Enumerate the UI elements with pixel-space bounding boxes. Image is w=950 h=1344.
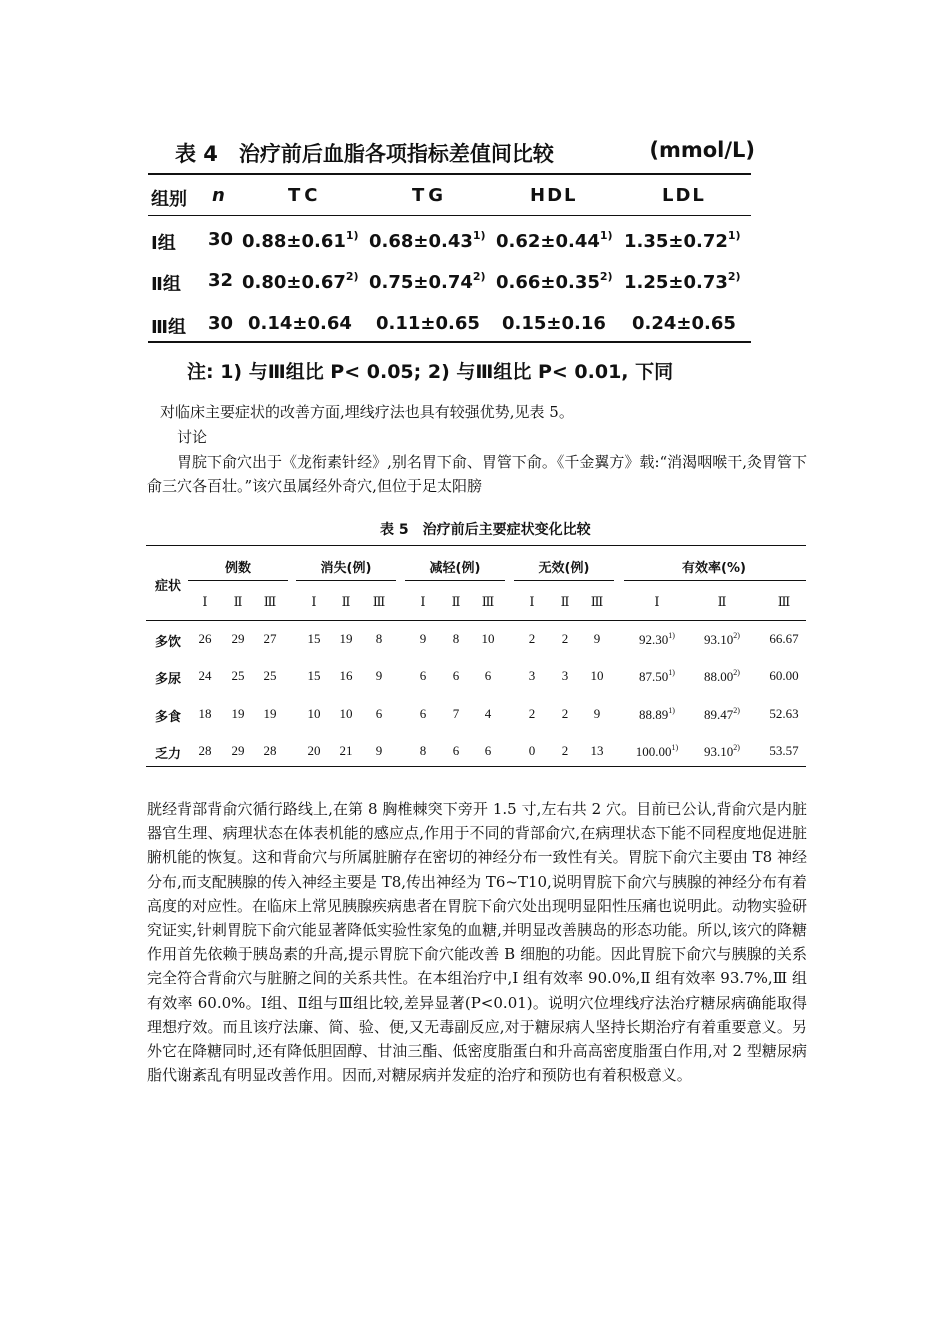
table5-cell: 20	[307, 743, 321, 758]
table4-title-text: 表 4 治疗前后血脂各项指标差值间比较	[175, 142, 554, 166]
table5-cell: 6	[375, 706, 383, 721]
table5-header-symptom: 症状	[155, 579, 182, 594]
table4-row1-tc-value: 0.88±0.61	[242, 231, 346, 252]
table5-cell: 2	[561, 631, 569, 646]
table5-cell: 10	[481, 631, 495, 646]
table5-rate-sup: 1)	[668, 668, 675, 677]
table5-rate-cell	[690, 631, 754, 648]
table5-row-symptom: 多食	[155, 710, 182, 725]
table5-cell: 6	[452, 743, 460, 758]
table5-cell: 8	[452, 631, 460, 646]
table4-row1-tg-value: 0.68±0.43	[369, 231, 473, 252]
table4-row1-tg-sup: 1)	[472, 229, 486, 242]
table5-cell: 27	[263, 631, 277, 646]
table5-header-relieved: 减轻(例)	[429, 561, 481, 576]
table5-rate-sup: 2)	[733, 706, 740, 715]
table5-subheader-col: Ⅱ	[233, 594, 243, 609]
table5-rate-cell	[625, 706, 689, 723]
table5-subheader-rate: Ⅲ	[777, 594, 791, 609]
table4-row2-tg-value: 0.75±0.74	[369, 272, 473, 293]
table5-rate-value: 93.10	[704, 744, 734, 759]
table5-rate-value: 87.50	[639, 669, 669, 684]
paragraph-discussion-main: 胱经背部背俞穴循行路线上,在第 8 胸椎棘突下旁开 1.5 寸,左右共 2 穴。目前已公认,背俞穴是内脏器官生理、病理状态在体表机能的感应点,作用于不同的背部俞穴,在病理状态下能不同程度地促进脏腑机能的恢复。这和背俞穴与所属脏腑存在密切的神经分布一致性有关。胃脘下俞穴主要由 T8 神经分布,而支配胰腺的传入神经主要是 T8,传出神经为 T6~T10,说明胃脘下俞穴与胰腺的神经分布有着高度的对应性。在临床上常见胰腺疾病患者在胃脘下俞穴处出现明显阳性压痛也说明此。动物实验研究证实,针刺胃脘下俞穴能显著降低实验性家兔的血糖,并明显改善胰岛的形态功能。所以,该穴的降糖作用首先依赖于胰岛素的升高,提示胃脘下俞穴能改善 B 细胞的功能。因此胃脘下俞穴与胰腺的关系完全符合背俞穴与脏腑之间的关系共性。在本组治疗中,Ⅰ 组有效率 90.0%,Ⅱ 组有效率 93.7%,Ⅲ 组有效率 60.0%。Ⅰ组、Ⅱ组与Ⅲ组比较,差异显著(P<0.01)。说明穴位埋线疗法治疗糖尿病确能取得理想疗效。而且该疗法廉、简、验、便,又无毒副反应,对于糖尿病人坚持长期治疗有着重要意义。另外它在降糖同时,还有降低胆固醇、甘油三酯、低密度脂蛋白和升高高密度脂蛋白作用,对 2 型糖尿病脂代谢紊乱有明显改善作用。因而,对糖尿病并发症的治疗和预防也有着积极意义。	[147, 800, 808, 1085]
table5-cell: 15	[307, 631, 321, 646]
table5-rate-cell	[752, 706, 816, 722]
table5-subheader-col: Ⅰ	[202, 594, 208, 609]
table5-cell: 7	[452, 706, 460, 721]
table5-bottom-rule	[146, 766, 806, 767]
table5-subheader-col: Ⅰ	[311, 594, 317, 609]
table5-cell: 9	[375, 743, 383, 758]
heading-discussion: 讨论	[177, 428, 208, 446]
table5-subheader-col: Ⅱ	[341, 594, 351, 609]
table5-rate-cell	[690, 668, 754, 685]
table5-rate-sup: 1)	[668, 706, 675, 715]
table5-cell: 13	[590, 743, 604, 758]
table4-row1-ldl-sup: 1)	[727, 229, 741, 242]
table4-row3-n: 30	[208, 313, 234, 334]
table4-row2-tg	[369, 270, 486, 293]
table4-row2-hdl-sup: 2)	[599, 270, 613, 283]
table5-span-rule-effective-rate	[624, 580, 806, 581]
table5-rate-value: 100.00	[635, 744, 672, 759]
table5-rate-sup: 2)	[733, 668, 740, 677]
table5-cell: 2	[561, 706, 569, 721]
table5-cell: 6	[419, 706, 427, 721]
table5-rate-value: 60.00	[769, 668, 799, 683]
table5-cell: 10	[590, 668, 604, 683]
table4-header-tc: TC	[288, 185, 322, 206]
table4-row1-hdl-value: 0.62±0.44	[496, 231, 600, 252]
table5-cell: 15	[307, 668, 321, 683]
table4-header-group: 组别	[151, 189, 187, 210]
table5-header-effective-rate: 有效率(%)	[682, 561, 746, 576]
table4-row1-ldl-value: 1.35±0.72	[624, 231, 728, 252]
table5-span-rule-relieved	[405, 580, 505, 581]
table4-row3-tg: 0.11±0.65	[376, 313, 480, 334]
table4-row2-hdl	[496, 270, 613, 293]
table5-cell: 25	[231, 668, 245, 683]
table5-subheader-col: Ⅲ	[263, 594, 277, 609]
table5-cell: 16	[339, 668, 353, 683]
table5-header-cases: 例数	[224, 561, 251, 576]
table5-span-rule-disappeared	[296, 580, 396, 581]
table5-cell: 6	[484, 743, 492, 758]
table5-header-disappeared: 消失(例)	[320, 561, 372, 576]
table5-cell: 8	[419, 743, 427, 758]
table5-title: 表 5 治疗前后主要症状变化比较	[380, 522, 591, 538]
table4-row2-ldl-value: 1.25±0.73	[624, 272, 728, 293]
table5-rate-cell	[752, 743, 816, 759]
table5-rate-value: 88.89	[639, 707, 669, 722]
table5-cell: 9	[593, 706, 601, 721]
table4-row3-tc: 0.14±0.64	[248, 313, 352, 334]
table4-row2-tc	[242, 270, 359, 293]
table5-rate-value: 52.63	[769, 706, 799, 721]
table4-row2-tc-value: 0.80±0.67	[242, 272, 346, 293]
table5-cell: 19	[339, 631, 353, 646]
table5-cell: 6	[484, 668, 492, 683]
table5-rate-cell	[625, 668, 689, 685]
table4-row2-tc-sup: 2)	[345, 270, 359, 283]
table5-cell: 6	[452, 668, 460, 683]
table4-row1-tc	[242, 229, 359, 252]
table5-subheader-col: Ⅲ	[372, 594, 386, 609]
table5-rate-value: 88.00	[704, 669, 734, 684]
table5-cell: 9	[593, 631, 601, 646]
table5-header-rule	[146, 620, 806, 621]
table5-cell: 3	[528, 668, 536, 683]
table5-cell: 4	[484, 706, 492, 721]
table5-cell: 10	[307, 706, 321, 721]
table5-cell: 2	[561, 743, 569, 758]
table5-rate-sup: 2)	[733, 743, 740, 752]
table5-rate-sup: 2)	[733, 631, 740, 640]
paragraph-table5-ref: 对临床主要症状的改善方面,埋线疗法也具有较强优势,见表 5。	[160, 403, 574, 421]
table5-row-symptom: 乏力	[155, 747, 182, 762]
table4-header-n: n	[212, 185, 225, 206]
table5-rate-cell	[625, 631, 689, 648]
table4-row1-hdl-sup: 1)	[599, 229, 613, 242]
table5-rate-cell	[625, 743, 689, 760]
table5-subheader-col: Ⅲ	[481, 594, 495, 609]
table5-cell: 18	[198, 706, 212, 721]
table5-cell: 2	[528, 706, 536, 721]
table5-cell: 2	[528, 631, 536, 646]
table5-span-rule-cases	[188, 580, 288, 581]
table4-row2-ldl	[624, 270, 741, 293]
table5-rate-value: 93.10	[704, 632, 734, 647]
table5-rate-value: 53.57	[769, 743, 799, 758]
table5-subheader-col: Ⅰ	[420, 594, 426, 609]
table4-header-hdl: HDL	[530, 185, 578, 206]
table5-cell: 10	[339, 706, 353, 721]
table4-row1-n: 30	[208, 229, 234, 250]
table5-rate-value: 66.67	[769, 631, 799, 646]
table4-row1-ldl	[624, 229, 741, 252]
table5-cell: 24	[198, 668, 212, 683]
table4-row1-hdl	[496, 229, 613, 252]
table4-row2-ldl-sup: 2)	[727, 270, 741, 283]
table5-cell: 6	[419, 668, 427, 683]
table4-row3-ldl: 0.24±0.65	[632, 313, 736, 334]
table5-cell: 25	[263, 668, 277, 683]
table5-cell: 9	[375, 668, 383, 683]
table5-subheader-rate: Ⅰ	[654, 594, 660, 609]
table5-rate-cell	[690, 743, 754, 760]
table4-header-tg: TG	[412, 185, 448, 206]
table5-cell: 19	[263, 706, 277, 721]
table5-cell: 29	[231, 743, 245, 758]
table5-cell: 29	[231, 631, 245, 646]
table5-rate-cell	[690, 706, 754, 723]
table5-top-rule	[146, 545, 806, 546]
table5-rate-value: 92.30	[639, 632, 669, 647]
paragraph-discussion-intro: 胃脘下俞穴出于《龙衔素针经》,别名胃下俞、胃管下俞。《千金翼方》载:“消渴咽喉干,灸胃管下俞三穴各百壮。”该穴虽属经外奇穴,但位于足太阳膀	[147, 453, 807, 495]
table4-bottom-rule	[148, 341, 751, 343]
table5-rate-value: 89.47	[704, 707, 734, 722]
table4-header-ldl: LDL	[662, 185, 706, 206]
table4-header-rule	[148, 215, 751, 216]
table5-rate-cell	[752, 631, 816, 647]
table5-subheader-col: Ⅰ	[529, 594, 535, 609]
table4-row1-tc-sup: 1)	[345, 229, 359, 242]
table4-top-rule	[148, 173, 751, 175]
table4-row3-group: Ⅲ组	[151, 317, 187, 338]
table5-subheader-col: Ⅱ	[560, 594, 570, 609]
table4-row1-group: Ⅰ组	[151, 233, 176, 254]
table4-row2-hdl-value: 0.66±0.35	[496, 272, 600, 293]
table4-row1-tg	[369, 229, 486, 252]
table5-span-rule-ineffective	[514, 580, 614, 581]
table5-cell: 28	[263, 743, 277, 758]
table5-row-symptom: 多尿	[155, 672, 182, 687]
table5-cell: 8	[375, 631, 383, 646]
table5-cell: 26	[198, 631, 212, 646]
table5-cell: 19	[231, 706, 245, 721]
table5-cell: 0	[528, 743, 536, 758]
table5-subheader-col: Ⅲ	[590, 594, 604, 609]
table5-cell: 21	[339, 743, 353, 758]
table4-note: 注: 1) 与Ⅲ组比 P< 0.05; 2) 与Ⅲ组比 P< 0.01, 下同	[187, 361, 674, 383]
table4-row3-hdl: 0.15±0.16	[502, 313, 606, 334]
table5-row-symptom: 多饮	[155, 635, 182, 650]
table5-subheader-rate: Ⅱ	[717, 594, 727, 609]
table4-row2-group: Ⅱ组	[151, 274, 181, 295]
table4-unit: (mmol/L)	[649, 138, 755, 162]
table5-subheader-col: Ⅱ	[451, 594, 461, 609]
table5-header-ineffective: 无效(例)	[538, 561, 590, 576]
table5-cell: 28	[198, 743, 212, 758]
table5-cell: 3	[561, 668, 569, 683]
table5-rate-sup: 1)	[668, 631, 675, 640]
table4-row2-tg-sup: 2)	[472, 270, 486, 283]
table5-rate-cell	[752, 668, 816, 684]
table5-rate-sup: 1)	[671, 743, 679, 752]
table4-row2-n: 32	[208, 270, 234, 291]
table4-title	[175, 138, 755, 168]
table5-cell: 9	[419, 631, 427, 646]
